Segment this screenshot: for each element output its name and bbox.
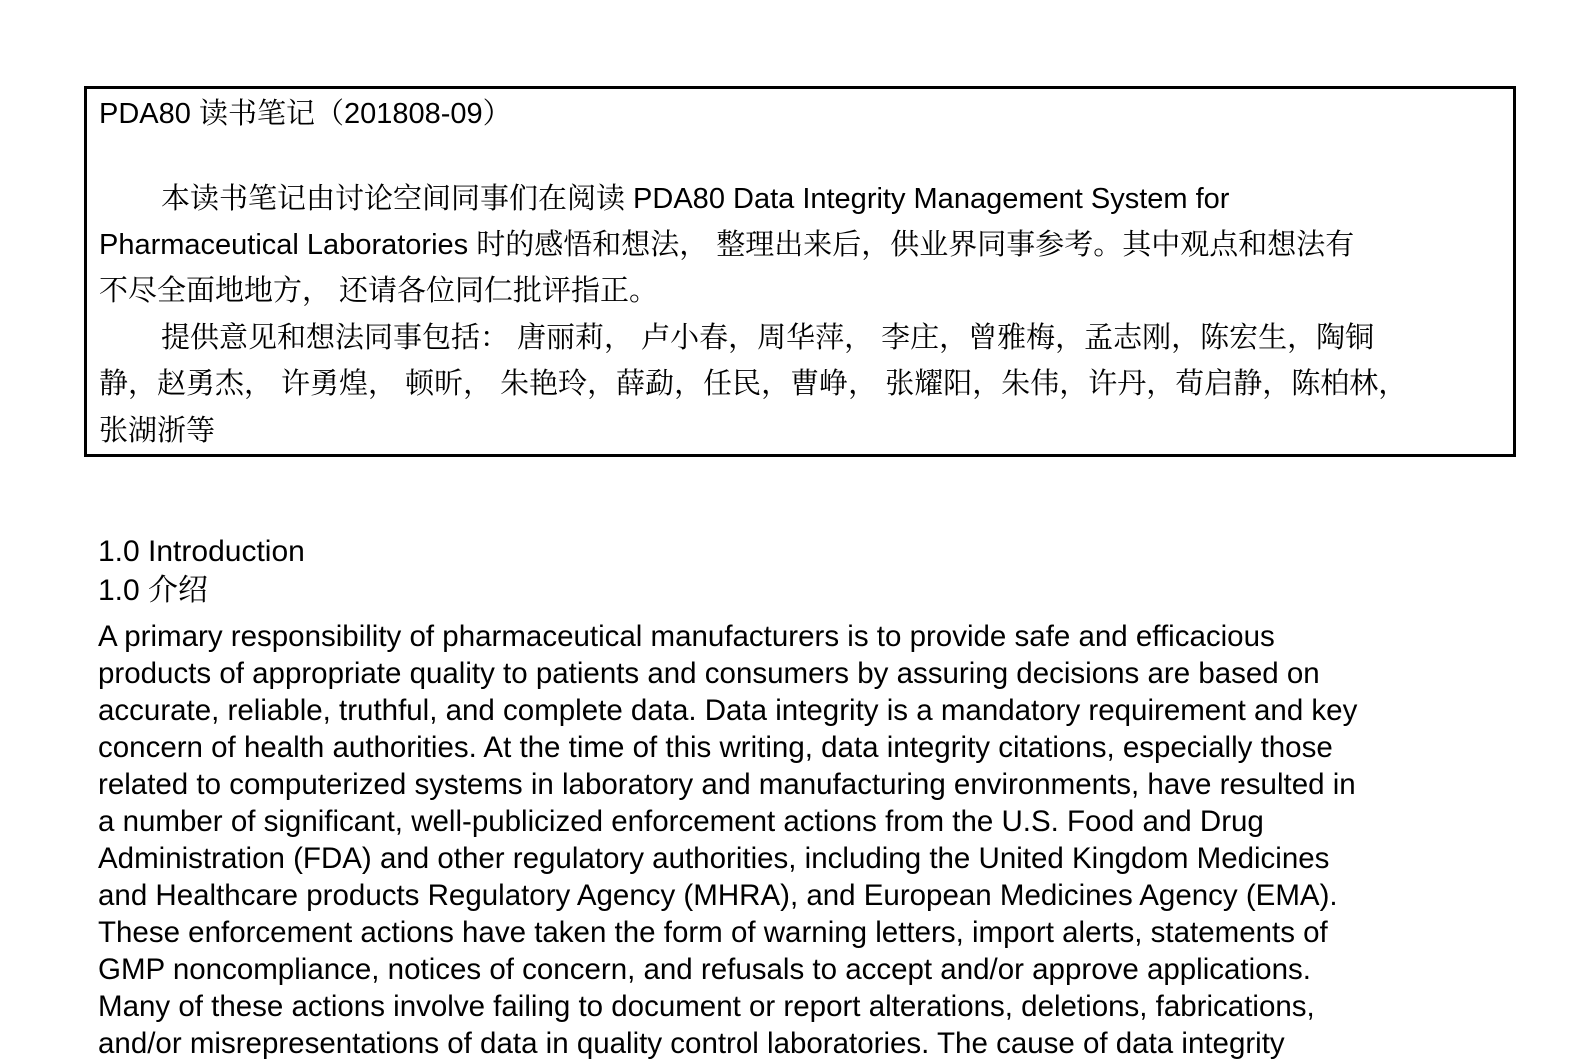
body-line: Many of these actions involve failing to document or report alterations, deletions, fabrications,	[98, 990, 1315, 1023]
body-line: a number of significant, well-publicized enforcement actions from the U.S. Food and Drug	[98, 805, 1264, 838]
contributors-line: 提供意见和想法同事包括： 唐丽莉， 卢小春，周华萍， 李庄，曾雅梅，孟志刚，陈宏生，陶铜	[161, 322, 1375, 354]
notes-line: 不尽全面地地方， 还请各位同仁批评指正。	[99, 275, 659, 307]
body-line: and Healthcare products Regulatory Agency (MHRA), and European Medicines Agency (EMA).	[98, 879, 1338, 912]
body-line: and/or misrepresentations of data in quality control laboratories. The cause of data integrity	[98, 1027, 1285, 1060]
intro-paragraph	[98, 618, 1357, 1062]
body-line: These enforcement actions have taken the form of warning letters, import alerts, statements of	[98, 916, 1328, 949]
reading-notes-box	[84, 86, 1516, 457]
body-line: A primary responsibility of pharmaceutical manufacturers is to provide safe and efficacious	[98, 620, 1275, 653]
section-heading-zh: 1.0 介绍	[98, 574, 209, 607]
section-heading-en: 1.0 Introduction	[98, 535, 305, 568]
body-line: GMP noncompliance, notices of concern, and refusals to accept and/or approve applications.	[98, 953, 1311, 986]
body-line: concern of health authorities. At the time of this writing, data integrity citations, especially those	[98, 731, 1333, 764]
notes-line: Pharmaceutical Laboratories 时的感悟和想法， 整理出来后，供业界同事参考。其中观点和想法有	[99, 229, 1355, 261]
body-line: related to computerized systems in laboratory and manufacturing environments, have resulted in	[98, 768, 1356, 801]
contributors-line: 张湖浙等	[99, 415, 216, 447]
body-line: accurate, reliable, truthful, and complete data. Data integrity is a mandatory requirement and key	[98, 694, 1358, 727]
contributors-line: 静，赵勇杰， 许勇煌， 顿昕， 朱艳玲，薛勐，任民，曹峥， 张耀阳，朱伟，许丹，荀启静，陈柏林，	[99, 368, 1408, 400]
notes-line: 本读书笔记由讨论空间同事们在阅读 PDA80 Data Integrity Management System for	[161, 183, 1230, 215]
body-line: Administration (FDA) and other regulatory authorities, including the United Kingdom Medicines	[98, 842, 1330, 875]
body-line: products of appropriate quality to patients and consumers by assuring decisions are based on	[98, 657, 1320, 690]
notes-title: PDA80 读书笔记（201808-09）	[99, 98, 512, 130]
